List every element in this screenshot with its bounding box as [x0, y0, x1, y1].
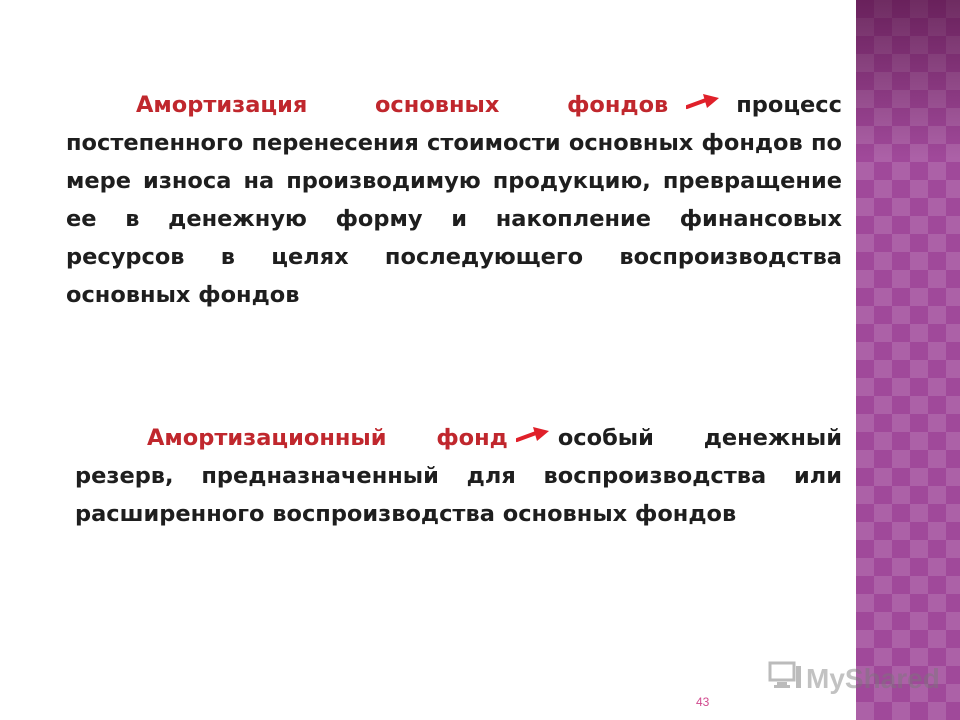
- term-amortization-fund: Амортизационный фонд: [147, 424, 508, 451]
- watermark-text: MyShared: [806, 662, 940, 694]
- page-number: 43: [696, 695, 710, 709]
- definition-text-amortization-fund: особый денежный резерв, предназначенный для воспроизводства или расширенного воспроизводства основных фондов: [75, 424, 842, 527]
- definition-paragraph-amortization: [66, 86, 842, 315]
- red-right-arrow-icon: [516, 419, 550, 457]
- term-amortization: Амортизация основных фондов: [136, 91, 669, 118]
- definition-text-amortization: процесс постепенного перенесения стоимости основных фондов по мере износа на производимую продукцию, превращение ее в денежную форму и накопление финансовых ресурсов в целях последующего воспроизводства основных фондов: [66, 91, 842, 308]
- watermark: [768, 660, 940, 697]
- computer-logo-icon: [768, 660, 802, 697]
- definition-paragraph-amortization-fund: [75, 419, 842, 534]
- decorative-side-panel: [856, 0, 960, 720]
- red-right-arrow-icon: [686, 86, 720, 124]
